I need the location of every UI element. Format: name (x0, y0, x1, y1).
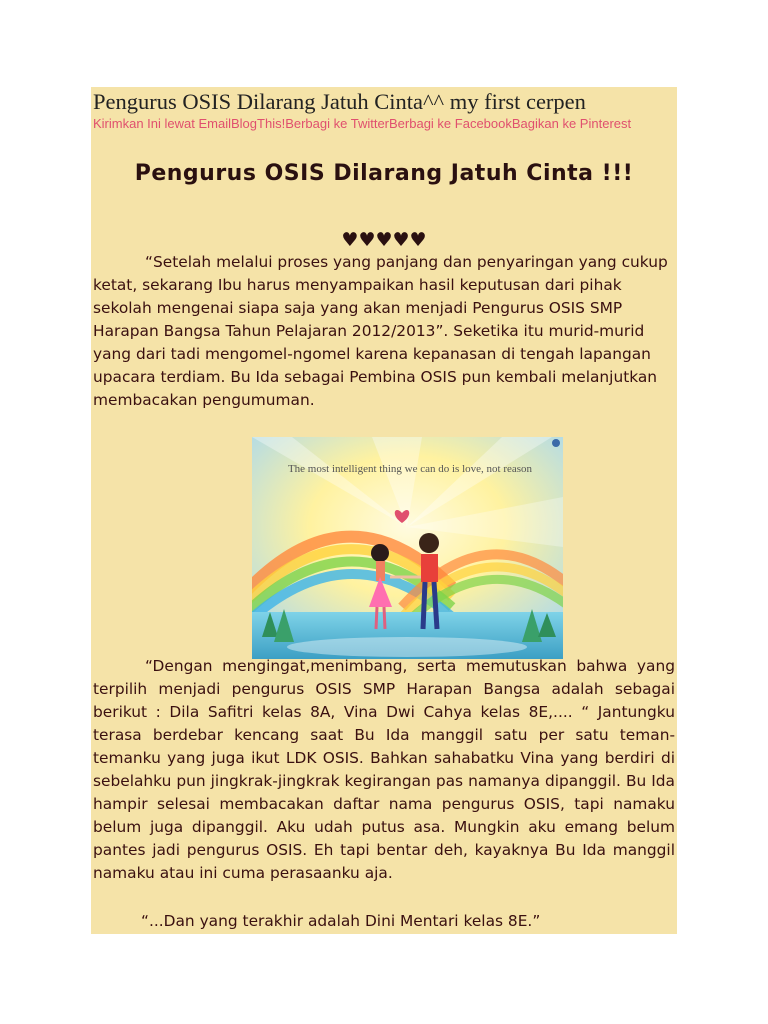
story-paragraph-1: “Setelah melalui proses yang panjang dan penyaringan yang cukup ketat, sekarang Ibu harus menyampaikan hasil keputusan dari pihak sekolah mengenai siapa saja yang akan menjadi Pengurus OSIS SMP Harapan Bangsa Tahun Pelajaran 2012/2013”. Seketika itu murid-murid yang dari tadi mengomel-ngomel karena kepanasan di tengah lapangan upacara terdiam. Bu Ida sebagai Pembina OSIS pun kembali melanjutkan membacakan pengumuman. (93, 253, 668, 409)
story-paragraph-3: “...Dan yang terakhir adalah Dini Mentari kelas 8E.” (141, 912, 541, 930)
share-email-link[interactable]: Kirimkan Ini lewat Email (93, 116, 231, 131)
post-title: Pengurus OSIS Dilarang Jatuh Cinta^^ my first cerpen (93, 89, 586, 114)
story-title: Pengurus OSIS Dilarang Jatuh Cinta !!! (134, 161, 634, 186)
share-pinterest-link[interactable]: Bagikan ke Pinterest (511, 116, 632, 131)
blog-post (91, 87, 677, 934)
share-twitter-link[interactable]: Berbagi ke Twitter (285, 116, 390, 131)
share-blogthis-link[interactable]: BlogThis! (231, 116, 286, 131)
hearts-divider: ♥♥♥♥♥ (341, 229, 427, 251)
story-paragraph-2: “Dengan mengingat,menimbang, serta memutuskan bahwa yang terpilih menjadi pengurus OSIS SMP Harapan Bangsa adalah sebagai berikut : Dila Safitri kelas 8A, Vina Dwi Cahya kelas 8E,.... “ Jantungku terasa berdebar kencang saat Bu Ida manggil satu per satu teman-temanku yang juga ikut LDK OSIS. Bahkan sahabatku Vina yang berdiri di sebelahku pun jingkrak-jingkrak kegirangan pas namanya dipanggil. Bu Ida hampir selesai membacakan daftar nama pengurus OSIS, tapi namaku belum juga dipanggil. Aku udah putus asa. Mungkin aku emang belum pantes jadi pengurus OSIS. Eh tapi bentar deh, kayaknya Bu Ida manggil namaku atau ini cuma perasaanku aja. (93, 657, 675, 882)
share-links (93, 116, 663, 131)
image-caption: The most intelligent thing we can do is love, not reason (287, 463, 533, 475)
share-facebook-link[interactable]: Berbagi ke Facebook (389, 116, 512, 131)
story-illustration (252, 437, 563, 659)
